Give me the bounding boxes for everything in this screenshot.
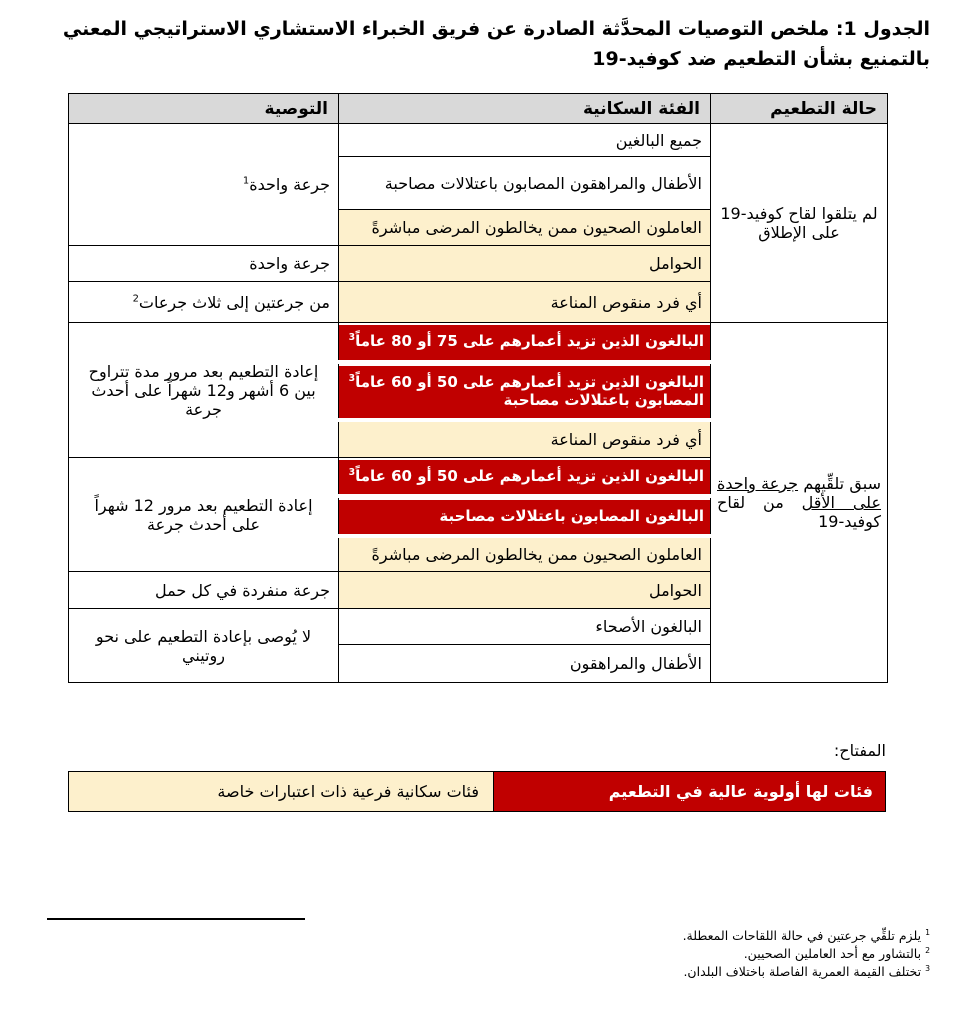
population-adults-50-60-comorbid	[339, 362, 711, 420]
footnote-number: 1	[925, 927, 930, 937]
recommendation-single-dose-each-pregnancy: جرعة منفردة في كل حمل	[69, 572, 339, 609]
footnote-number: 2	[925, 945, 930, 955]
recommendation-two-to-three-doses	[69, 282, 339, 323]
population-adults-comorbid: البالغون المصابون باعتلالات مصاحبة	[339, 496, 711, 536]
recommendation-single-dose-fn	[69, 124, 339, 246]
key-high-priority: فئات لها أولوية عالية في التطعيم	[493, 771, 886, 812]
table-title: الجدول 1: ملخص التوصيات المحدَّثة الصادرة عن فريق الخبراء الاستشاري الاستراتيجي المعني بالتمنيع بشأن التطعيم ضد كوفيد-19	[62, 18, 930, 71]
population-text-2: المصابون باعتلالات مصاحبة	[503, 390, 704, 409]
population-pregnant-2: الحوامل	[339, 572, 711, 609]
footnote-text: يلزم تلقِّي جرعتين في حالة اللقاحات المعطلة.	[682, 928, 922, 943]
footnote-ref-1: 1	[242, 175, 250, 187]
footnote-3	[0, 963, 930, 981]
footnote-ref-3: 3	[348, 372, 356, 384]
population-immunocompromised: أي فرد منقوص المناعة	[339, 282, 711, 323]
population-children-comorbid: الأطفال والمراهقون المصابون باعتلالات مصاحبة	[339, 157, 711, 210]
footnote-ref-2: 2	[132, 293, 139, 305]
recommendation-no-routine-revaccination: لا يُوصى بإعادة التطعيم على نحو روتيني	[69, 609, 339, 683]
key-label: المفتاح:	[833, 741, 886, 760]
key-special-considerations: فئات سكانية فرعية ذات اعتبارات خاصة	[68, 771, 493, 812]
recommendation-single-dose: جرعة واحدة	[69, 246, 339, 282]
population-children: الأطفال والمراهقون	[339, 645, 711, 683]
footnote-2	[0, 945, 930, 963]
recommendation-text: من جرعتين إلى ثلاث جرعات	[138, 292, 330, 312]
population-adults-50-60	[339, 458, 711, 496]
population-text: البالغون الذين تزيد أعمارهم على 50 أو 60 عاماً	[355, 466, 704, 485]
footnote-text: تختلف القيمة العمرية الفاصلة باختلاف البلدان.	[683, 964, 922, 979]
recommendation-revaccinate-12: إعادة التطعيم بعد مرور 12 شهراً على أحدث جرعة	[69, 458, 339, 572]
footnote-number: 3	[925, 963, 930, 973]
status-text-underlined: جرعة واحدة على الأقل	[717, 474, 881, 512]
header-recommendation: التوصية	[69, 94, 339, 124]
population-adults-75-80	[339, 323, 711, 362]
recommendation-revaccinate-6-12: إعادة التطعيم بعد مرور مدة تتراوح بين 6 أشهر و12 شهراً على أحدث جرعة	[69, 323, 339, 458]
status-previously-vaccinated	[711, 323, 888, 683]
color-key	[68, 771, 886, 812]
population-health-workers-2: العاملون الصحيون ممن يخالطون المرضى مباشرةً	[339, 536, 711, 572]
status-never-vaccinated: لم يتلقوا لقاح كوفيد-19 على الإطلاق	[711, 124, 888, 323]
table-row	[69, 124, 888, 157]
footnote-ref-3: 3	[348, 466, 356, 478]
population-text: البالغون الذين تزيد أعمارهم على 75 أو 80 عاماً	[355, 332, 704, 351]
status-text-before: سبق تلقِّيهم	[798, 474, 881, 493]
table-row	[69, 323, 888, 362]
recommendations-table	[68, 93, 888, 683]
recommendation-text: جرعة واحدة	[249, 175, 330, 194]
header-population-group: الفئة السكانية	[339, 94, 711, 124]
footnote-separator	[47, 918, 305, 920]
status-text-after: من لقاح كوفيد-19	[717, 493, 881, 531]
population-pregnant: الحوامل	[339, 246, 711, 282]
footnote-1	[0, 927, 930, 945]
population-text: البالغون الذين تزيد أعمارهم على 50 أو 60 عاماً	[355, 372, 704, 391]
footnote-ref-3: 3	[348, 332, 356, 344]
population-health-workers: العاملون الصحيون ممن يخالطون المرضى مباشرةً	[339, 210, 711, 246]
footnote-text: بالتشاور مع أحد العاملين الصحيين.	[743, 946, 922, 961]
table-header-row	[69, 94, 888, 124]
population-healthy-adults: البالغون الأصحاء	[339, 609, 711, 645]
header-vaccination-status: حالة التطعيم	[711, 94, 888, 124]
population-all-adults: جميع البالغين	[339, 124, 711, 157]
footnotes	[0, 927, 930, 981]
population-immunocompromised-2: أي فرد منقوص المناعة	[339, 420, 711, 458]
